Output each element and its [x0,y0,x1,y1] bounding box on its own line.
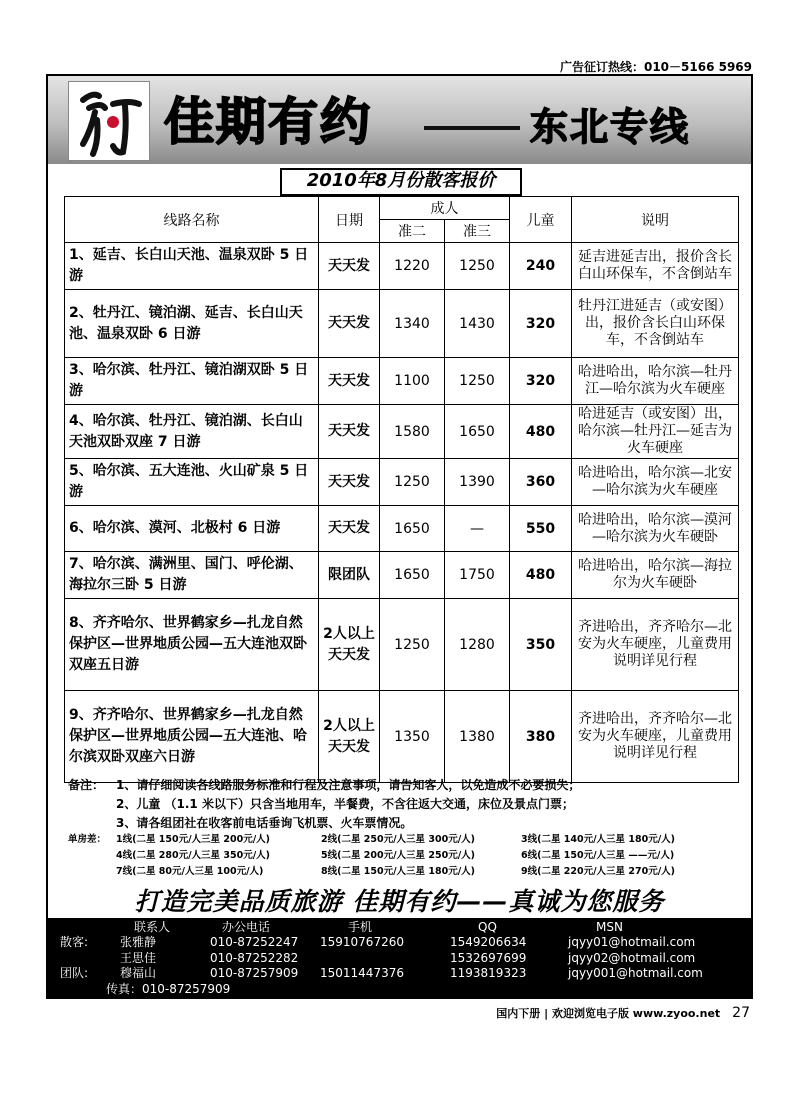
route-note: 哈进哈出，哈尔滨—漠河—哈尔滨为火车硬卧 [572,506,739,552]
price-std2: 1580 [380,405,445,459]
price-std2: 1100 [380,358,445,405]
route-name: 7、哈尔滨、满洲里、国门、呼伦湖、海拉尔三卧 5 日游 [65,552,319,599]
route-note: 哈进哈出，哈尔滨—牡丹江—哈尔滨为火车硬座 [572,358,739,405]
surcharge-item: 8线(二星 150元/人三星 180元/人) [321,866,476,877]
departure-date: 天天发 [319,405,380,459]
contact-person: 张雅静 [120,935,157,949]
contact-header-msn: MSN [596,920,623,934]
price-title: 2010年8月份散客报价 [280,168,522,196]
contact-qq: 1532697699 [450,950,527,965]
col-std2: 准二 [380,220,445,243]
price-row [65,459,739,506]
price-std2: 1650 [380,552,445,599]
fax: 传真：010-87257909 [106,982,231,996]
price-std2: 1650 [380,506,445,552]
contact-person: 王思佳 [120,950,157,965]
contact-mobile: 15011447376 [320,966,404,980]
contact-qq: 1193819323 [450,966,527,980]
route-name: 2、牡丹江、镜泊湖、延吉、长白山天池、温泉双卧 6 日游 [65,290,319,358]
surcharge-item: 7线(二星 80元/人三星 100元/人) [116,866,264,877]
price-row [65,243,739,290]
col-note: 说明 [572,197,739,243]
departure-date: 天天发 [319,506,380,552]
col-child: 儿童 [510,197,572,243]
remarks [68,776,738,833]
page-number: 27 [732,1005,750,1021]
price-std2: 1220 [380,243,445,290]
slogan: 打造完美品质旅游 佳期有约——真诚为您服务 [134,887,665,916]
departure-date: 限团队 [319,552,380,599]
price-child: 240 [510,243,572,290]
price-std3: 1280 [445,599,510,691]
single-room-surcharge [68,832,738,880]
contact-type: 散客: [60,935,89,949]
route-note: 牡丹江进延吉（或安图）出，报价含长白山环保车，不含倒站车 [572,290,739,358]
price-child: 320 [510,290,572,358]
route-note: 延吉进延吉出，报价含长白山环保车，不含倒站车 [572,243,739,290]
price-std2: 1340 [380,290,445,358]
remark-item: 2、儿童 （1.1 米以下）只含当地用车，半餐费，不含往返大交通，床位及景点门票； [116,797,574,811]
contact-type: 团队: [60,966,89,980]
price-child: 480 [510,405,572,459]
surcharge-item: 6线(二星 150元/人三星 ——元/人) [521,850,675,861]
departure-date: 天天发 [319,459,380,506]
contact-mobile: 15910767260 [320,935,404,949]
route-name: 9、齐齐哈尔、世界鹤家乡—扎龙自然保护区—世界地质公园—五大连池、哈尔滨双卧双座六日游 [65,691,319,783]
price-row [65,290,739,358]
price-row [65,358,739,405]
remark-item: 1、请仔细阅读各线路服务标准和行程及注意事项，请告知客人，以免造成不必要损失； [116,778,581,792]
route-name: 4、哈尔滨、牡丹江、镜泊湖、长白山天池双卧双座 7 日游 [65,405,319,459]
title-dash [424,126,520,130]
price-child: 550 [510,506,572,552]
route-name: 3、哈尔滨、牡丹江、镜泊湖双卧 5 日游 [65,358,319,405]
col-date: 日期 [319,197,380,243]
route-note: 哈进延吉（或安图）出，哈尔滨—牡丹江—延吉为火车硬座 [572,405,739,459]
price-std2: 1250 [380,599,445,691]
price-row [65,691,739,783]
surcharge-item: 9线(二星 220元/人三星 270元/人) [521,866,676,877]
contact-person: 穆福山 [120,966,157,980]
contact-msn: jqyy02@hotmail.com [568,950,696,965]
contact-office-phone: 010-87252247 [210,935,299,949]
price-child: 320 [510,358,572,405]
route-name: 8、齐齐哈尔、世界鹤家乡—扎龙自然保护区—世界地质公园—五大连池双卧双座五日游 [65,599,319,691]
price-child: 480 [510,552,572,599]
route-series-title: 东北专线 [530,105,691,149]
contact-header-office: 办公电话 [222,920,271,934]
price-std3: 1650 [445,405,510,459]
departure-date: 天天发 [319,358,380,405]
brand-title: 佳期有约 [164,93,372,151]
price-row [65,599,739,691]
col-adult: 成人 [380,197,510,220]
price-std3: 1380 [445,691,510,783]
footer [496,1005,750,1021]
contact-office-phone: 010-87252282 [210,950,299,965]
surcharge-item: 1线(二星 150元/人三星 200元/人) [116,834,271,845]
contact-header-mobile: 手机 [348,920,373,934]
surcharge-item: 3线(二星 140元/人三星 180元/人) [521,834,676,845]
price-child: 350 [510,599,572,691]
route-name: 5、哈尔滨、五大连池、火山矿泉 5 日游 [65,459,319,506]
route-note: 齐进哈出，齐齐哈尔—北安为火车硬座，儿童费用说明详见行程 [572,691,739,783]
price-std3: — [445,506,510,552]
title-banner [48,76,751,164]
remarks-label: 备注： [68,778,105,792]
route-name: 1、延吉、长白山天池、温泉双卧 5 日游 [65,243,319,290]
price-table [64,196,739,783]
price-std2: 1250 [380,459,445,506]
price-row [65,405,739,459]
price-std3: 1250 [445,358,510,405]
contact-msn: jqyy01@hotmail.com [568,935,696,949]
departure-date: 2人以上天天发 [319,599,380,691]
logo-calligraphy-icon [68,81,150,161]
price-std3: 1430 [445,290,510,358]
price-row [65,552,739,599]
surcharge-item: 4线(二星 280元/人三星 350元/人) [116,850,271,861]
route-note: 哈进哈出，哈尔滨—海拉尔为火车硬卧 [572,552,739,599]
surcharge-item: 5线(二星 200元/人三星 250元/人) [321,850,476,861]
route-name: 6、哈尔滨、漠河、北极村 6 日游 [65,506,319,552]
price-std3: 1750 [445,552,510,599]
contact-panel [48,918,751,999]
price-child: 380 [510,691,572,783]
price-row [65,506,739,552]
surcharge-item: 2线(二星 250元/人三星 300元/人) [321,834,476,845]
contact-office-phone: 010-87257909 [210,966,299,980]
contact-msn: jqyy001@hotmail.com [568,966,703,980]
ad-hotline: 广告征订热线：010－5166 5969 [559,60,752,74]
surcharge-label: 单房差： [68,834,107,845]
route-note: 齐进哈出，齐齐哈尔—北安为火车硬座，儿童费用说明详见行程 [572,599,739,691]
departure-date: 2人以上天天发 [319,691,380,783]
remark-item: 3、请各组团社在收客前电话垂询飞机票、火车票情况。 [116,816,413,830]
price-child: 360 [510,459,572,506]
price-std3: 1390 [445,459,510,506]
contact-header-person: 联系人 [134,920,171,934]
contact-header-qq: QQ [478,920,497,934]
col-std3: 准三 [445,220,510,243]
price-std3: 1250 [445,243,510,290]
departure-date: 天天发 [319,243,380,290]
route-note: 哈进哈出，哈尔滨—北安—哈尔滨为火车硬座 [572,459,739,506]
departure-date: 天天发 [319,290,380,358]
col-route: 线路名称 [65,197,319,243]
price-std2: 1350 [380,691,445,783]
footer-text: 国内下册 | 欢迎浏览电子版 www.zyoo.net [496,1007,721,1020]
contact-qq: 1549206634 [450,935,527,949]
page-frame [46,74,753,999]
